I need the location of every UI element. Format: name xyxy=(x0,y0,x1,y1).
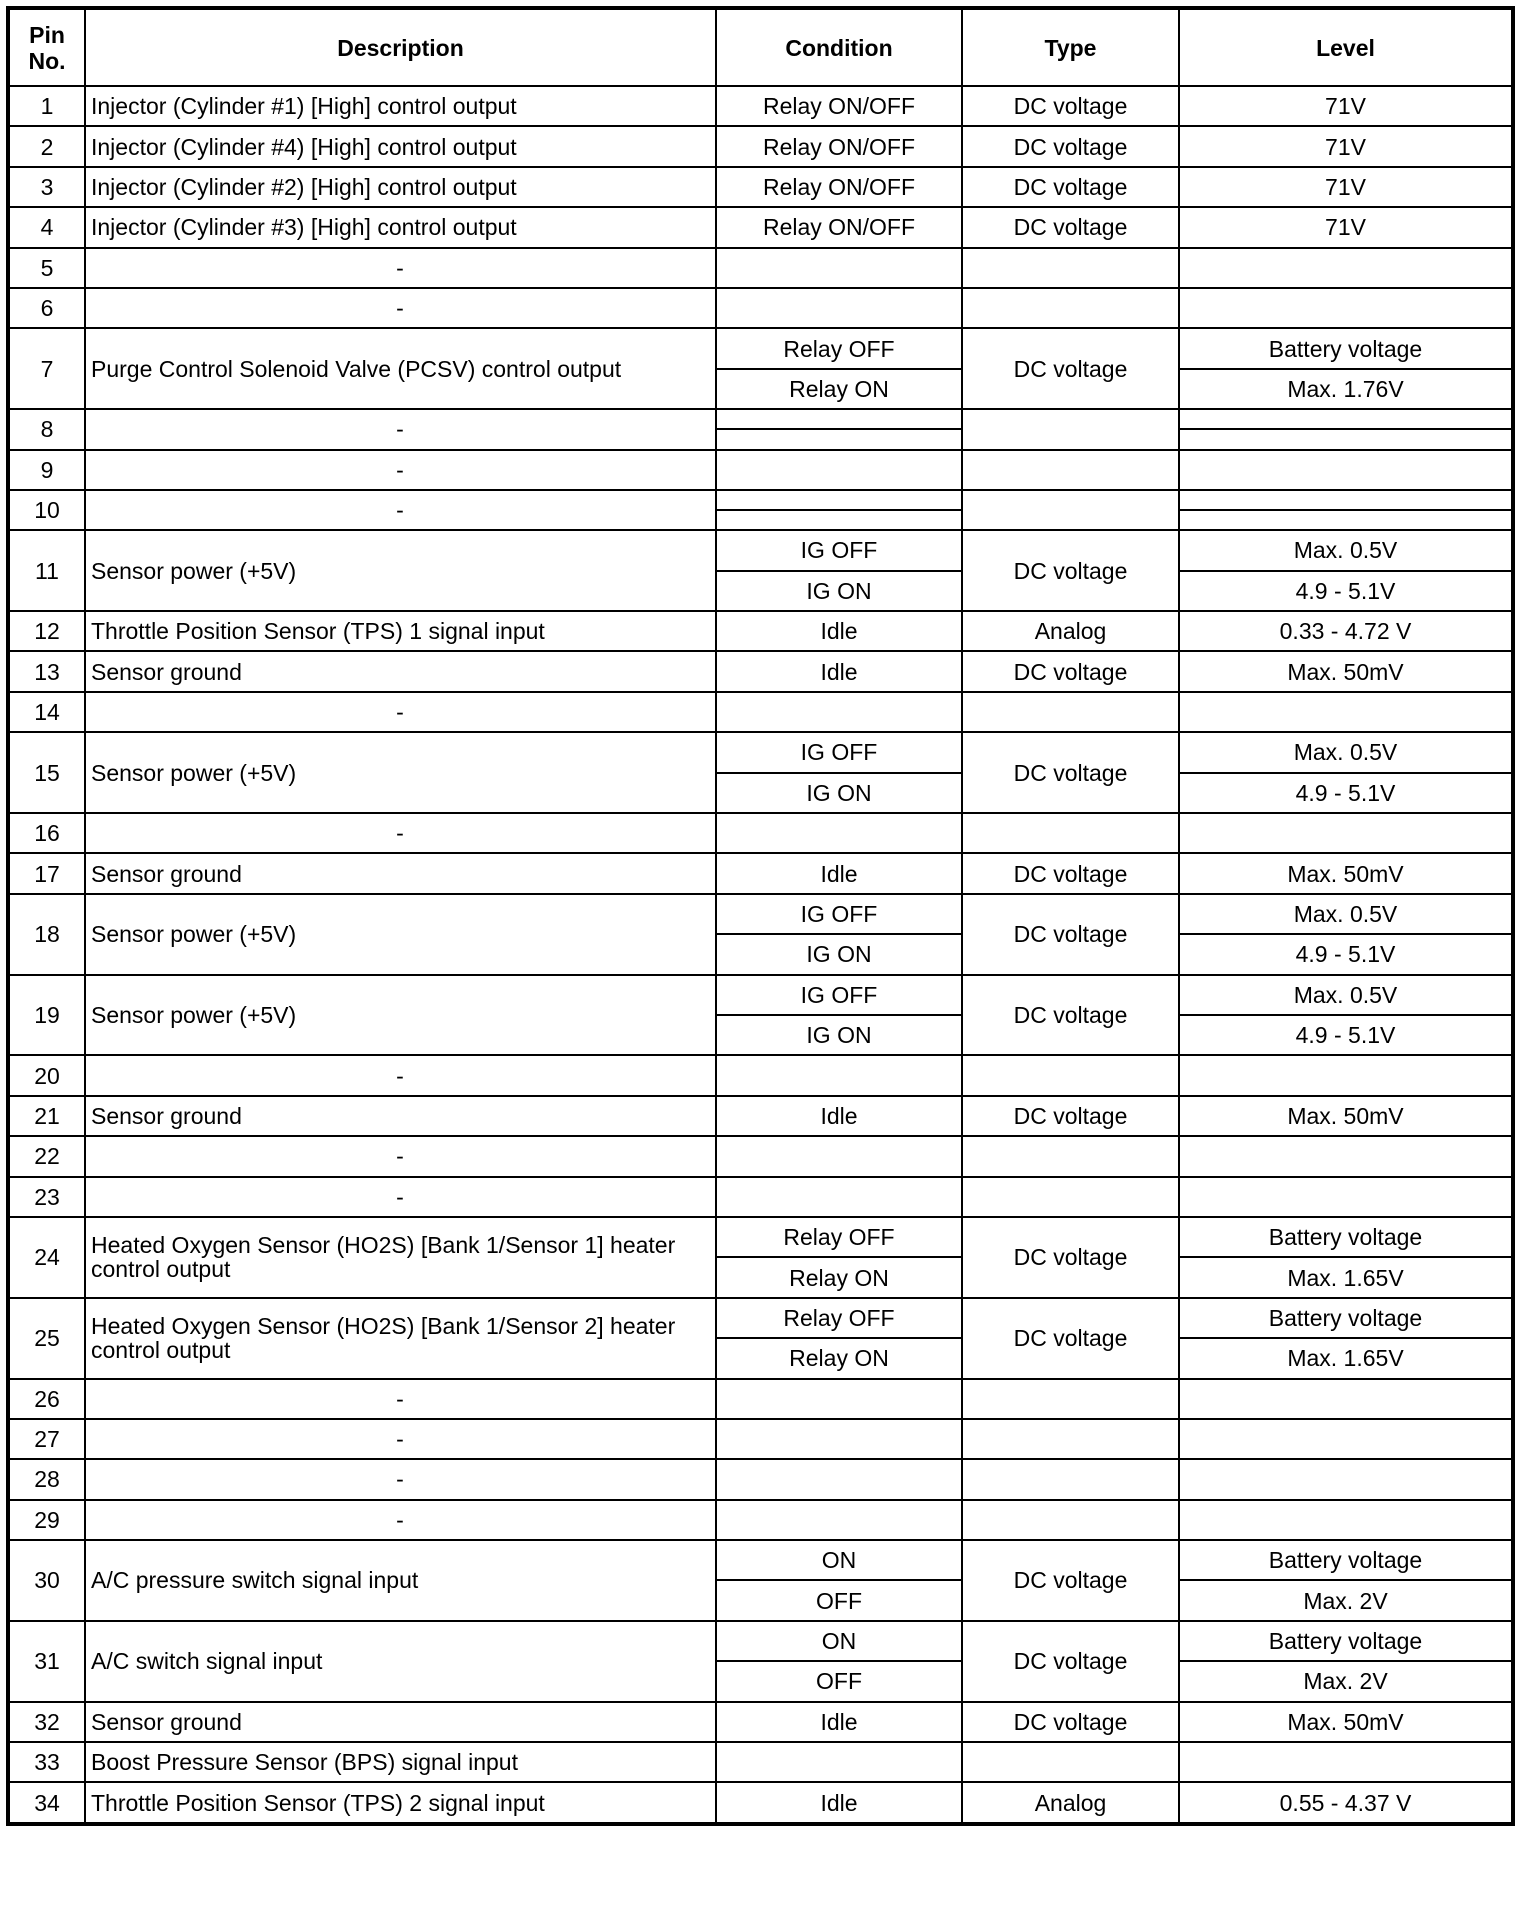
header-level: Level xyxy=(1179,8,1513,86)
header-condition: Condition xyxy=(716,8,962,86)
level: 71V xyxy=(1179,167,1513,207)
table-row xyxy=(8,1136,1513,1176)
type: DC voltage xyxy=(962,207,1179,247)
type xyxy=(962,692,1179,732)
table-row xyxy=(8,1782,1513,1823)
type xyxy=(962,1500,1179,1540)
type: DC voltage xyxy=(962,651,1179,691)
description: A/C switch signal input xyxy=(85,1621,716,1702)
description: - xyxy=(85,1055,716,1095)
table-body xyxy=(8,86,1513,1824)
level: 71V xyxy=(1179,86,1513,126)
level: Max. 1.76V xyxy=(1179,369,1513,409)
pin-number: 12 xyxy=(8,611,85,651)
table-row xyxy=(8,1621,1513,1661)
level xyxy=(1179,450,1513,490)
level: Battery voltage xyxy=(1179,1217,1513,1257)
condition: Idle xyxy=(716,1702,962,1742)
condition: IG OFF xyxy=(716,530,962,570)
type xyxy=(962,1742,1179,1782)
condition xyxy=(716,248,962,288)
condition xyxy=(716,288,962,328)
pin-number: 4 xyxy=(8,207,85,247)
level xyxy=(1179,510,1513,530)
level xyxy=(1179,409,1513,429)
level: Max. 50mV xyxy=(1179,1096,1513,1136)
condition xyxy=(716,490,962,510)
description: - xyxy=(85,1459,716,1499)
level: Max. 0.5V xyxy=(1179,530,1513,570)
level: Battery voltage xyxy=(1179,1298,1513,1338)
type xyxy=(962,813,1179,853)
pin-number: 27 xyxy=(8,1419,85,1459)
condition: Relay ON xyxy=(716,1257,962,1297)
type xyxy=(962,1136,1179,1176)
condition xyxy=(716,450,962,490)
description: Injector (Cylinder #2) [High] control output xyxy=(85,167,716,207)
type: DC voltage xyxy=(962,1217,1179,1298)
table-row xyxy=(8,126,1513,166)
condition: OFF xyxy=(716,1661,962,1701)
pin-number: 26 xyxy=(8,1379,85,1419)
condition: IG ON xyxy=(716,934,962,974)
level xyxy=(1179,248,1513,288)
pin-number: 3 xyxy=(8,167,85,207)
description: - xyxy=(85,288,716,328)
description: Injector (Cylinder #1) [High] control output xyxy=(85,86,716,126)
description: Throttle Position Sensor (TPS) 1 signal input xyxy=(85,611,716,651)
table-row xyxy=(8,732,1513,772)
level: 4.9 - 5.1V xyxy=(1179,934,1513,974)
type: DC voltage xyxy=(962,732,1179,813)
level: Max. 2V xyxy=(1179,1661,1513,1701)
level: Max. 50mV xyxy=(1179,1702,1513,1742)
table-row xyxy=(8,167,1513,207)
level: Max. 0.5V xyxy=(1179,894,1513,934)
level: Max. 0.5V xyxy=(1179,732,1513,772)
condition xyxy=(716,510,962,530)
level: Max. 2V xyxy=(1179,1580,1513,1620)
type: DC voltage xyxy=(962,1096,1179,1136)
type xyxy=(962,1459,1179,1499)
description: Purge Control Solenoid Valve (PCSV) control output xyxy=(85,328,716,409)
header-row xyxy=(8,8,1513,86)
condition xyxy=(716,409,962,429)
description: Throttle Position Sensor (TPS) 2 signal input xyxy=(85,1782,716,1823)
level: Max. 50mV xyxy=(1179,651,1513,691)
condition: IG OFF xyxy=(716,732,962,772)
level: 0.33 - 4.72 V xyxy=(1179,611,1513,651)
level: Battery voltage xyxy=(1179,1540,1513,1580)
pin-number: 8 xyxy=(8,409,85,449)
type: DC voltage xyxy=(962,1621,1179,1702)
condition: Relay OFF xyxy=(716,1298,962,1338)
description: - xyxy=(85,1419,716,1459)
table-row xyxy=(8,1298,1513,1338)
level xyxy=(1179,490,1513,510)
level xyxy=(1179,429,1513,449)
header-type: Type xyxy=(962,8,1179,86)
description: Sensor ground xyxy=(85,1702,716,1742)
level xyxy=(1179,1136,1513,1176)
pin-number: 32 xyxy=(8,1702,85,1742)
header-description: Description xyxy=(85,8,716,86)
type: Analog xyxy=(962,611,1179,651)
table-row xyxy=(8,651,1513,691)
pin-number: 1 xyxy=(8,86,85,126)
condition xyxy=(716,813,962,853)
table-row xyxy=(8,894,1513,934)
condition: ON xyxy=(716,1621,962,1661)
pin-number: 18 xyxy=(8,894,85,975)
type: DC voltage xyxy=(962,853,1179,893)
description: - xyxy=(85,1500,716,1540)
condition: IG ON xyxy=(716,1015,962,1055)
pin-number: 22 xyxy=(8,1136,85,1176)
pin-number: 29 xyxy=(8,1500,85,1540)
description: Sensor power (+5V) xyxy=(85,732,716,813)
description: Heated Oxygen Sensor (HO2S) [Bank 1/Sensor 2] heater control output xyxy=(85,1298,716,1379)
description: Sensor ground xyxy=(85,1096,716,1136)
table-row xyxy=(8,1055,1513,1095)
type: DC voltage xyxy=(962,328,1179,409)
table-row xyxy=(8,530,1513,570)
pin-number: 28 xyxy=(8,1459,85,1499)
level xyxy=(1179,692,1513,732)
table-row xyxy=(8,207,1513,247)
pin-number: 19 xyxy=(8,975,85,1056)
type xyxy=(962,288,1179,328)
type: DC voltage xyxy=(962,167,1179,207)
condition xyxy=(716,1136,962,1176)
table-row xyxy=(8,1177,1513,1217)
table-row xyxy=(8,328,1513,368)
pin-table xyxy=(6,6,1515,1826)
description: - xyxy=(85,450,716,490)
condition xyxy=(716,692,962,732)
condition: Idle xyxy=(716,1096,962,1136)
level: 4.9 - 5.1V xyxy=(1179,571,1513,611)
type xyxy=(962,1055,1179,1095)
level xyxy=(1179,1055,1513,1095)
level: 71V xyxy=(1179,126,1513,166)
type xyxy=(962,248,1179,288)
table-row xyxy=(8,975,1513,1015)
level: 71V xyxy=(1179,207,1513,247)
type: DC voltage xyxy=(962,1298,1179,1379)
condition xyxy=(716,1419,962,1459)
table-row xyxy=(8,1096,1513,1136)
table-row xyxy=(8,1217,1513,1257)
pin-number: 14 xyxy=(8,692,85,732)
level: Max. 1.65V xyxy=(1179,1257,1513,1297)
condition: Relay ON xyxy=(716,369,962,409)
type xyxy=(962,490,1179,530)
level: Max. 0.5V xyxy=(1179,975,1513,1015)
condition xyxy=(716,1055,962,1095)
type: DC voltage xyxy=(962,86,1179,126)
description: - xyxy=(85,1177,716,1217)
description: - xyxy=(85,692,716,732)
pin-number: 20 xyxy=(8,1055,85,1095)
table-row xyxy=(8,1742,1513,1782)
table-row xyxy=(8,86,1513,126)
description: - xyxy=(85,813,716,853)
pin-number: 9 xyxy=(8,450,85,490)
condition: Relay ON/OFF xyxy=(716,207,962,247)
level xyxy=(1179,1500,1513,1540)
description: Sensor ground xyxy=(85,651,716,691)
description: - xyxy=(85,248,716,288)
description: Boost Pressure Sensor (BPS) signal input xyxy=(85,1742,716,1782)
description: Sensor power (+5V) xyxy=(85,894,716,975)
table-row xyxy=(8,288,1513,328)
level: 4.9 - 5.1V xyxy=(1179,773,1513,813)
pin-number: 30 xyxy=(8,1540,85,1621)
table-row xyxy=(8,409,1513,429)
condition xyxy=(716,1177,962,1217)
level xyxy=(1179,288,1513,328)
level xyxy=(1179,813,1513,853)
table-row xyxy=(8,1702,1513,1742)
table-row xyxy=(8,490,1513,510)
type: Analog xyxy=(962,1782,1179,1823)
pin-number: 31 xyxy=(8,1621,85,1702)
table-row xyxy=(8,1540,1513,1580)
type: DC voltage xyxy=(962,1702,1179,1742)
condition: IG OFF xyxy=(716,975,962,1015)
condition: Idle xyxy=(716,651,962,691)
level: Battery voltage xyxy=(1179,328,1513,368)
description: - xyxy=(85,1136,716,1176)
description: Sensor power (+5V) xyxy=(85,975,716,1056)
description: A/C pressure switch signal input xyxy=(85,1540,716,1621)
condition: Relay ON/OFF xyxy=(716,126,962,166)
pin-number: 16 xyxy=(8,813,85,853)
condition: IG ON xyxy=(716,773,962,813)
level xyxy=(1179,1742,1513,1782)
table-row xyxy=(8,450,1513,490)
table-row xyxy=(8,1419,1513,1459)
pin-number: 25 xyxy=(8,1298,85,1379)
description: Sensor power (+5V) xyxy=(85,530,716,611)
condition: Relay OFF xyxy=(716,328,962,368)
condition xyxy=(716,1742,962,1782)
type xyxy=(962,1177,1179,1217)
table-row xyxy=(8,692,1513,732)
table-row xyxy=(8,611,1513,651)
type: DC voltage xyxy=(962,894,1179,975)
condition: IG ON xyxy=(716,571,962,611)
type xyxy=(962,1419,1179,1459)
level: 4.9 - 5.1V xyxy=(1179,1015,1513,1055)
pin-number: 17 xyxy=(8,853,85,893)
description: - xyxy=(85,1379,716,1419)
pin-number: 11 xyxy=(8,530,85,611)
condition xyxy=(716,429,962,449)
level xyxy=(1179,1379,1513,1419)
pin-number: 21 xyxy=(8,1096,85,1136)
description: Sensor ground xyxy=(85,853,716,893)
condition xyxy=(716,1459,962,1499)
level: Max. 1.65V xyxy=(1179,1338,1513,1378)
pin-number: 33 xyxy=(8,1742,85,1782)
description: Injector (Cylinder #4) [High] control output xyxy=(85,126,716,166)
level: 0.55 - 4.37 V xyxy=(1179,1782,1513,1823)
condition: Idle xyxy=(716,1782,962,1823)
condition xyxy=(716,1500,962,1540)
table-row xyxy=(8,853,1513,893)
condition: Relay ON xyxy=(716,1338,962,1378)
condition: Relay ON/OFF xyxy=(716,167,962,207)
pin-number: 10 xyxy=(8,490,85,530)
table-row xyxy=(8,248,1513,288)
condition: Relay OFF xyxy=(716,1217,962,1257)
level: Battery voltage xyxy=(1179,1621,1513,1661)
pin-number: 13 xyxy=(8,651,85,691)
condition: IG OFF xyxy=(716,894,962,934)
table-row xyxy=(8,1500,1513,1540)
type: DC voltage xyxy=(962,126,1179,166)
condition: Relay ON/OFF xyxy=(716,86,962,126)
condition: Idle xyxy=(716,611,962,651)
description: Heated Oxygen Sensor (HO2S) [Bank 1/Sensor 1] heater control output xyxy=(85,1217,716,1298)
description: Injector (Cylinder #3) [High] control output xyxy=(85,207,716,247)
pin-number: 23 xyxy=(8,1177,85,1217)
table-row xyxy=(8,813,1513,853)
condition: ON xyxy=(716,1540,962,1580)
pin-number: 24 xyxy=(8,1217,85,1298)
description: - xyxy=(85,409,716,449)
condition: OFF xyxy=(716,1580,962,1620)
table-row xyxy=(8,1379,1513,1419)
type: DC voltage xyxy=(962,975,1179,1056)
pin-number: 34 xyxy=(8,1782,85,1823)
type: DC voltage xyxy=(962,1540,1179,1621)
pin-number: 7 xyxy=(8,328,85,409)
type xyxy=(962,450,1179,490)
level xyxy=(1179,1177,1513,1217)
condition xyxy=(716,1379,962,1419)
type xyxy=(962,409,1179,449)
level xyxy=(1179,1419,1513,1459)
header-pin: Pin No. xyxy=(8,8,85,86)
condition: Idle xyxy=(716,853,962,893)
level: Max. 50mV xyxy=(1179,853,1513,893)
pin-number: 15 xyxy=(8,732,85,813)
pin-number: 5 xyxy=(8,248,85,288)
pin-number: 2 xyxy=(8,126,85,166)
pin-number: 6 xyxy=(8,288,85,328)
level xyxy=(1179,1459,1513,1499)
type xyxy=(962,1379,1179,1419)
description: - xyxy=(85,490,716,530)
type: DC voltage xyxy=(962,530,1179,611)
table-row xyxy=(8,1459,1513,1499)
